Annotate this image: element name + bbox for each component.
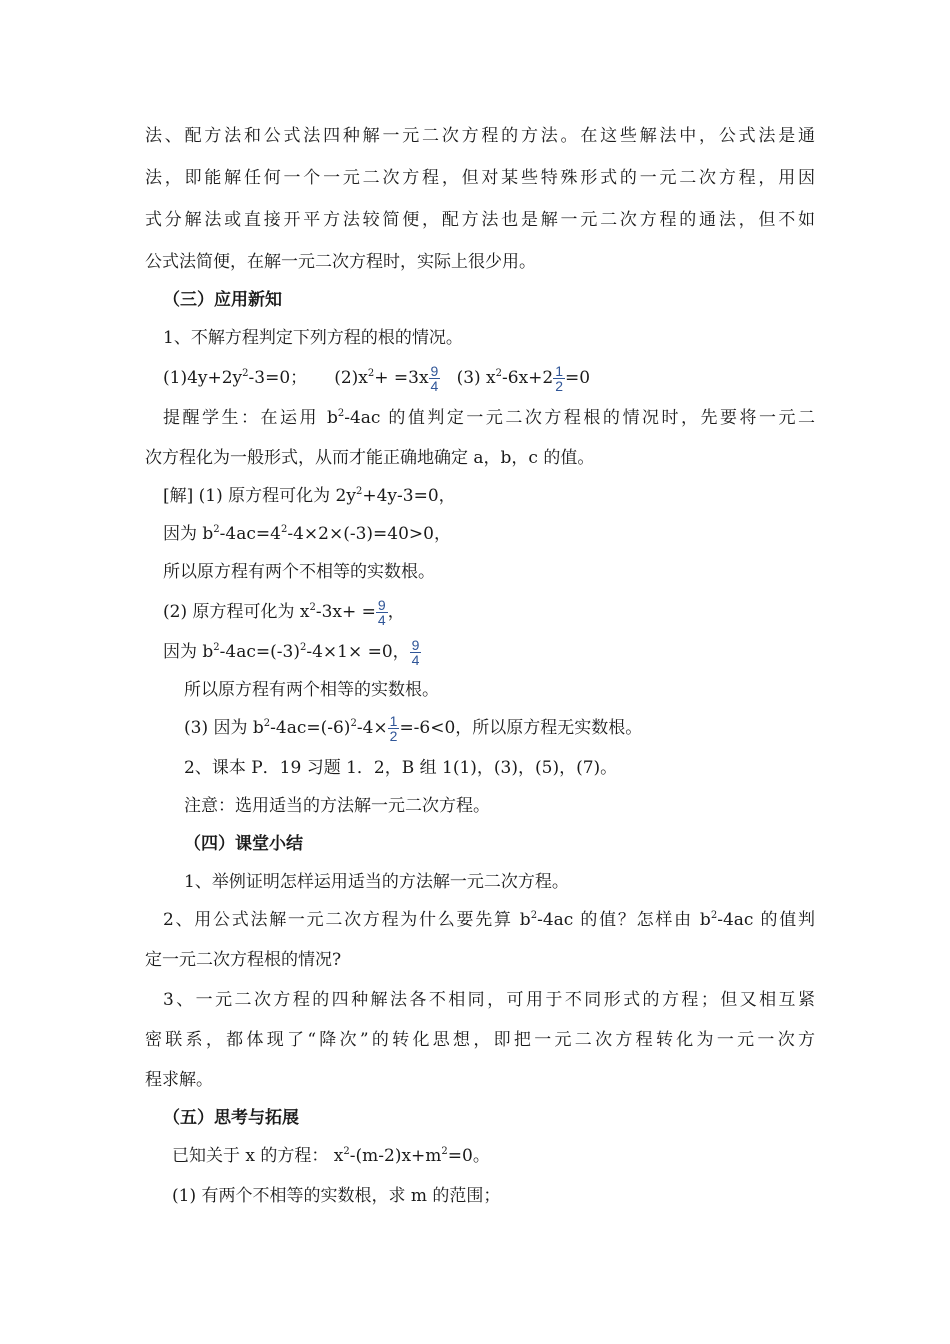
- fraction-one-half: $\frac{1}{2}$: [555, 363, 564, 394]
- solution-1: [解] (1) 原方程可化为 $2y^2+4y-3=0$，: [163, 486, 456, 506]
- solution-2: (2) 原方程可化为 $x^2-3x+$ = $\frac{9}{4}$ ，: [163, 597, 405, 628]
- fraction-nine-fourths: $\frac{9}{4}$: [411, 637, 420, 668]
- fraction-nine-fourths: $\frac{9}{4}$: [377, 597, 386, 628]
- equations-line: $(1)4y+2y^2-3=0$； $(2)x^2+ =3x$ $\frac{9}{4}$ (3) $x^2-6x+2$ $\frac{1}{2}$ =0: [163, 363, 591, 394]
- fraction-nine-fourths: $\frac{9}{4}$: [430, 363, 439, 394]
- solution-2-discriminant: 因为 $b^2-4ac=(-3)^2-4\times 1\times =0$， $\frac{9}{4}$: [163, 637, 420, 668]
- solution-1-discriminant: 因为 $b^2-4ac=4^2-4\times 2\times(-3)=40>0$，: [163, 524, 451, 544]
- extension-problem: 已知关于 x 的方程： $x^2-(m-2)x+m^2=0$。: [172, 1146, 490, 1166]
- hint-line-2: 次方程化为一般形式，从而才能正确地确定 a，b，c 的值。: [145, 448, 595, 468]
- summary-2-line-2: 定一元二次方程根的情况?: [145, 950, 342, 970]
- exercise-2: 2、课本 P．19 习题 1．2，B 组 1(1)，(3)，(5)，(7)。: [184, 758, 618, 778]
- intro-line-1: 法、配方法和公式法四种解一元二次方程的方法。在这些解法中，公式法是通: [145, 126, 815, 146]
- intro-line-2: 法，即能解任何一个一元二次方程，但对某些特殊形式的一元二次方程，用因: [145, 168, 815, 188]
- extension-part-1: (1) 有两个不相等的实数根，求 m 的范围；: [172, 1186, 501, 1206]
- intro-line-4: 公式法简便，在解一元二次方程时，实际上很少用。: [145, 252, 536, 272]
- section-3-heading: （三）应用新知: [163, 290, 282, 310]
- summary-2-line-1: 2、用公式法解一元二次方程为什么要先算 $b^2-4ac$ 的值？怎样由 $b^2-4ac$ 的值判: [163, 910, 816, 930]
- hint-line-1: 提醒学生：在运用 $b^2-4ac$ 的值判定一元二次方程根的情况时，先要将一元二: [163, 408, 815, 428]
- summary-1: 1、举例证明怎样运用适当的方法解一元二次方程。: [184, 872, 569, 892]
- solution-3: (3) 因为 $b^2-4ac=(-6)^2-4\times$ $\frac{1}{2}$ =-6<0，所以原方程无实数根。: [184, 713, 643, 744]
- fraction-one-half: $\frac{1}{2}$: [389, 713, 398, 744]
- summary-3-line-2: 密联系，都体现了“降次”的转化思想，即把一元二次方程转化为一元一次方: [145, 1030, 815, 1050]
- section-4-heading: （四）课堂小结: [184, 834, 303, 854]
- section-5-heading: （五）思考与拓展: [163, 1108, 299, 1128]
- intro-line-3: 式分解法或直接开平方法较简便，配方法也是解一元二次方程的通法，但不如: [145, 210, 815, 230]
- solution-2-conclusion: 所以原方程有两个相等的实数根。: [184, 680, 439, 700]
- exercise-1-prompt: 1、不解方程判定下列方程的根的情况。: [163, 328, 463, 348]
- note-text: 注意：选用适当的方法解一元二次方程。: [184, 796, 490, 816]
- solution-1-conclusion: 所以原方程有两个不相等的实数根。: [163, 562, 435, 582]
- summary-3-line-1: 3、一元二次方程的四种解法各不相同，可用于不同形式的方程；但又相互紧: [163, 990, 815, 1010]
- summary-3-line-3: 程求解。: [145, 1070, 213, 1090]
